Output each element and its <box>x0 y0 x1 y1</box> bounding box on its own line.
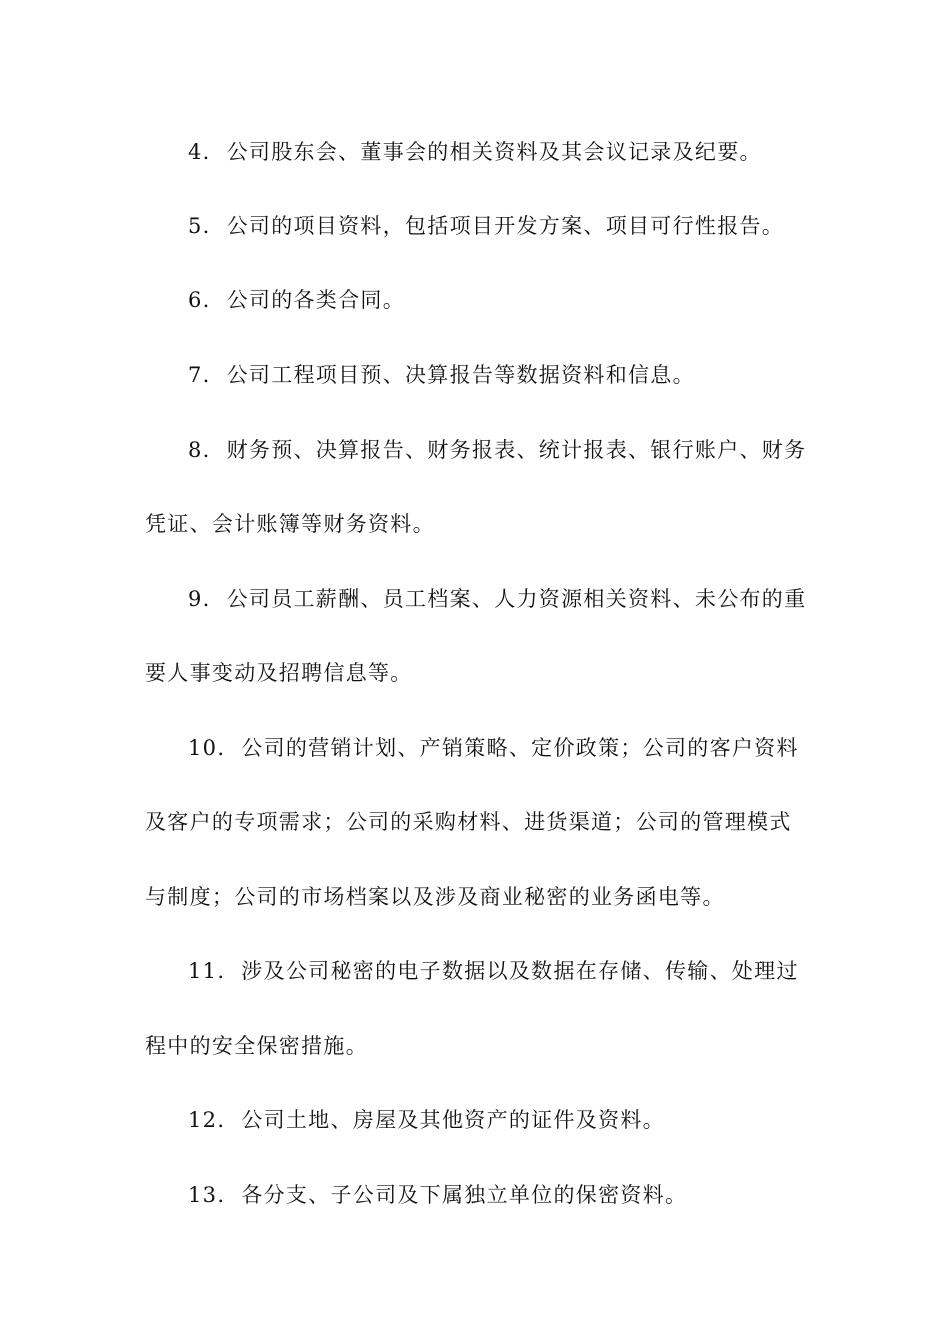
item-number: 10. <box>188 736 226 760</box>
item-text: 公司工程项目预、决算报告等数据资料和信息。 <box>226 363 695 387</box>
item-number: 8. <box>188 438 211 462</box>
item-number: 7. <box>188 363 211 387</box>
item-10 <box>188 733 799 763</box>
item-number: 6. <box>188 288 211 312</box>
item-number: 13. <box>188 1183 226 1207</box>
item-9 <box>188 584 806 614</box>
item-11-continuation: 程中的安全保密措施。 <box>145 1034 368 1058</box>
item-text: 财务预、决算报告、财务报表、统计报表、银行账户、财务 <box>226 438 807 462</box>
item-text: 公司员工薪酬、员工档案、人力资源相关资料、未公布的重 <box>226 587 807 611</box>
item-number: 5. <box>188 214 211 238</box>
item-text: 公司土地、房屋及其他资产的证件及资料。 <box>241 1108 665 1132</box>
item-text: 公司股东会、董事会的相关资料及其会议记录及纪要。 <box>226 140 762 164</box>
item-10-continuation-1: 及客户的专项需求；公司的采购材料、进货渠道；公司的管理模式 <box>145 810 792 834</box>
item-8 <box>188 435 806 465</box>
item-number: 9. <box>188 587 211 611</box>
item-text: 公司的营销计划、产销策略、定价政策；公司的客户资料 <box>241 736 799 760</box>
item-9-continuation: 要人事变动及招聘信息等。 <box>145 661 413 685</box>
item-7 <box>188 360 695 390</box>
item-text: 涉及公司秘密的电子数据以及数据在存储、传输、处理过 <box>241 959 799 983</box>
item-text: 公司的各类合同。 <box>226 288 405 312</box>
item-number: 11. <box>188 959 226 983</box>
item-number: 12. <box>188 1108 226 1132</box>
item-11 <box>188 956 799 986</box>
item-8-continuation: 凭证、会计账簿等财务资料。 <box>145 512 435 536</box>
item-5 <box>188 211 784 241</box>
item-text: 各分支、子公司及下属独立单位的保密资料。 <box>241 1183 688 1207</box>
item-12 <box>188 1105 665 1135</box>
item-number: 4. <box>188 140 211 164</box>
item-4 <box>188 137 762 167</box>
item-13 <box>188 1180 687 1210</box>
item-text: 公司的项目资料，包括项目开发方案、项目可行性报告。 <box>226 214 785 238</box>
item-10-continuation-2: 与制度；公司的市场档案以及涉及商业秘密的业务函电等。 <box>145 885 725 909</box>
item-6 <box>188 285 405 315</box>
